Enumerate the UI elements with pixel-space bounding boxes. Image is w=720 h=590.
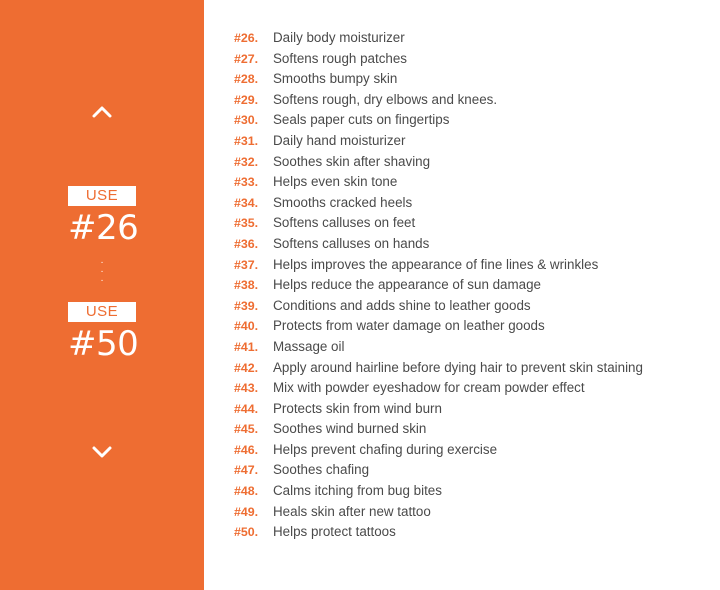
list-item	[234, 28, 643, 49]
use-number: #42.	[234, 360, 259, 375]
use-text: Apply around hairline before dying hair to prevent skin staining	[273, 359, 643, 375]
list-item	[234, 110, 643, 131]
list-item	[234, 419, 643, 440]
use-text: Softens rough, dry elbows and knees.	[273, 91, 498, 107]
use-number: #48.	[234, 484, 259, 499]
use-number: #46.	[234, 442, 259, 457]
use-number: #45.	[234, 422, 259, 437]
use-text: Softens rough patches	[273, 50, 407, 66]
use-number: #37.	[234, 257, 259, 272]
use-text: Smooths cracked heels	[273, 194, 413, 210]
list-item	[234, 358, 643, 379]
use-number: #31.	[234, 133, 259, 148]
use-text: Helps protect tattoos	[273, 524, 396, 540]
use-text: Soothes wind burned skin	[273, 421, 427, 437]
list-item	[234, 172, 643, 193]
use-text: Helps prevent chafing during exercise	[273, 441, 498, 457]
list-item	[234, 296, 643, 317]
use-text: Softens calluses on hands	[273, 235, 430, 251]
use-text: Helps improves the appearance of fine lines & wrinkles	[273, 256, 599, 272]
use-number: #35.	[234, 216, 259, 231]
list-item	[234, 481, 643, 502]
uses-list	[234, 28, 643, 543]
list-item	[234, 502, 643, 523]
list-item	[234, 152, 643, 173]
range-end-number: #50	[68, 324, 139, 364]
use-text: Soothes skin after shaving	[273, 153, 431, 169]
use-number: #34.	[234, 195, 259, 210]
use-number: #43.	[234, 381, 259, 396]
list-item	[234, 49, 643, 70]
use-text: Smooths bumpy skin	[273, 71, 398, 87]
list-item	[234, 316, 643, 337]
use-text: Seals paper cuts on fingertips	[273, 112, 450, 128]
use-text: Daily hand moisturizer	[273, 132, 406, 148]
list-item	[234, 399, 643, 420]
range-start	[68, 186, 139, 248]
use-text: Heals skin after new tattoo	[273, 503, 431, 519]
list-item	[234, 522, 643, 543]
range-start-number: #26	[68, 208, 139, 248]
use-number: #49.	[234, 504, 259, 519]
list-item	[234, 131, 643, 152]
use-number: #26.	[234, 31, 259, 45]
chevron-down-icon[interactable]	[90, 440, 114, 464]
use-number: #32.	[234, 154, 259, 169]
use-text: Helps reduce the appearance of sun damage	[273, 277, 541, 293]
use-number: #27.	[234, 51, 259, 66]
use-number: #29.	[234, 92, 259, 107]
chevron-up-icon[interactable]	[90, 100, 114, 124]
use-number: #44.	[234, 401, 259, 416]
sidebar	[0, 0, 204, 590]
list-item	[234, 234, 643, 255]
range-end	[68, 302, 139, 364]
list-item	[234, 90, 643, 111]
list-item	[234, 337, 643, 358]
use-number: #40.	[234, 319, 259, 334]
use-number: #47.	[234, 463, 259, 478]
use-text: Protects from water damage on leather goods	[273, 318, 545, 334]
list-item	[234, 378, 643, 399]
use-text: Helps even skin tone	[273, 174, 398, 190]
list-item	[234, 460, 643, 481]
use-text: Mix with powder eyeshadow for cream powder effect	[273, 380, 585, 396]
use-text: Daily body moisturizer	[273, 30, 405, 45]
list-item	[234, 275, 643, 296]
use-text: Calms itching from bug bites	[273, 483, 442, 499]
vertical-dots-icon: · · ·	[100, 257, 104, 286]
use-text: Protects skin from wind burn	[273, 400, 442, 416]
list-item	[234, 193, 643, 214]
list-item	[234, 440, 643, 461]
list-item	[234, 255, 643, 276]
use-number: #28.	[234, 72, 259, 87]
use-number: #39.	[234, 298, 259, 313]
use-number: #30.	[234, 113, 259, 128]
range-start-label: USE	[68, 186, 136, 206]
use-number: #36.	[234, 236, 259, 251]
use-text: Massage oil	[273, 338, 345, 354]
list-item	[234, 213, 643, 234]
use-text: Soothes chafing	[273, 462, 370, 478]
use-number: #41.	[234, 339, 259, 354]
list-item	[234, 69, 643, 90]
use-text: Conditions and adds shine to leather goods	[273, 297, 531, 313]
range-end-label: USE	[68, 302, 136, 322]
use-number: #50.	[234, 525, 259, 540]
use-number: #38.	[234, 278, 259, 293]
use-number: #33.	[234, 175, 259, 190]
use-text: Softens calluses on feet	[273, 215, 416, 231]
